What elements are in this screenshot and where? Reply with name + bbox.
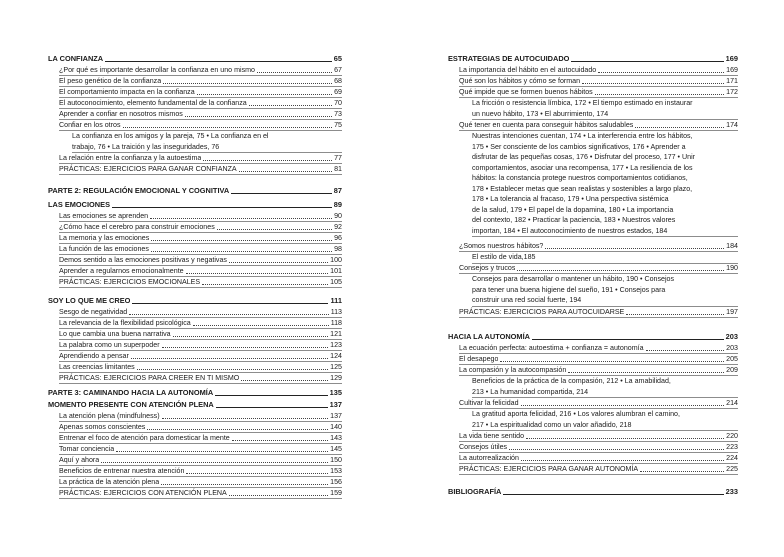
chapter-title: ESTRATEGIAS DE AUTOCUIDADO: [448, 54, 570, 63]
dot-leader: [186, 273, 329, 274]
toc-section-entry: [59, 362, 342, 373]
dot-leader: [101, 462, 328, 463]
section-title: La función de las emociones: [59, 245, 149, 253]
dot-leader: [112, 207, 332, 208]
subsection-line: para tener una buena higiene del sueño, 191 • Consejos para: [472, 285, 666, 294]
section-title: PRÁCTICAS: EJERCICIOS PARA AUTOCUIDARSE: [459, 308, 625, 316]
dot-leader: [517, 270, 724, 271]
dot-leader: [185, 116, 332, 117]
subsection-line: importan, 184 • El autoconocimiento de nuestros estados, 184: [472, 226, 738, 238]
toc-section-entry: [459, 241, 738, 252]
chapter-title: MOMENTO PRESENTE CON ATENCIÓN PLENA: [48, 400, 214, 409]
toc-section-entry: [59, 488, 342, 499]
dot-leader: [193, 325, 329, 326]
page-number: 96: [334, 234, 342, 242]
subsection-line: Nuestras intenciones cuentan, 174 • La interferencia entre los hábitos,: [472, 132, 693, 140]
subsection-line: de la salud, 179 • El papel de la dopamina, 180 • La importancia: [472, 205, 674, 214]
dot-leader: [162, 418, 329, 419]
toc-section-entry: [59, 266, 342, 277]
toc-section-entry: [59, 351, 342, 362]
section-title: Aquí y ahora: [59, 456, 100, 464]
section-title: La autorrealización: [459, 454, 519, 462]
toc-section-entry: [459, 354, 738, 365]
dot-leader: [202, 284, 328, 285]
toc-subsection-list: [472, 252, 738, 264]
page-number: 137: [329, 400, 342, 409]
dot-leader: [229, 495, 328, 496]
toc-chapter-entry: [48, 54, 342, 64]
dot-leader: [598, 72, 724, 73]
chapter-title: SOY LO QUE ME CREO: [48, 296, 131, 305]
section-title: ¿Por qué es importante desarrollar la confianza en uno mismo: [59, 66, 255, 74]
subsection-line: trabajo, 76 • La traición y las inseguridades, 76: [72, 142, 342, 154]
page-number: 90: [334, 212, 342, 220]
page-number: 125: [330, 363, 342, 371]
dot-leader: [568, 372, 724, 373]
section-title: La memoria y las emociones: [59, 234, 150, 242]
subsection-line: 178 • Establecer metas que sean realistas y sostenibles a largo plazo,: [472, 184, 693, 193]
page-number: 137: [330, 412, 342, 420]
section-title: El autoconocimiento, elemento fundamental de la confianza: [59, 99, 247, 107]
page-number: 214: [726, 399, 738, 407]
section-title: El desapego: [459, 355, 499, 363]
dot-leader: [197, 94, 332, 95]
toc-section-entry: [459, 398, 738, 409]
page-number: 68: [334, 77, 342, 85]
page-number: 69: [334, 88, 342, 96]
section-title: La importancia del hábito en el autocuidado: [459, 66, 597, 74]
dot-leader: [521, 405, 725, 406]
page-number: 135: [329, 388, 342, 397]
dot-leader: [137, 369, 328, 370]
toc-section-entry: [459, 453, 738, 464]
dot-leader: [521, 460, 724, 461]
page-number: 169: [726, 66, 738, 74]
dot-leader: [150, 218, 332, 219]
subsection-line: 178 • La tolerancia al fracaso, 179 • Una perspectiva sistémica: [472, 195, 669, 203]
page-number: 67: [334, 66, 342, 74]
page-number: 65: [333, 54, 342, 63]
section-title: La vida tiene sentido: [459, 432, 525, 440]
dot-leader: [131, 358, 328, 359]
toc-section-entry: [459, 76, 738, 87]
subsection-line: disfrutar de las pequeñas cosas, 176 • Disfrutar del proceso, 177 • Unir: [472, 153, 696, 161]
toc-section-entry: [59, 422, 342, 433]
subsection-line: comportamientos, asociar una recompensa, 177 • La resiliencia de los: [472, 163, 693, 172]
section-title: La atención plena (mindfulness): [59, 412, 160, 420]
section-title: Qué tener en cuenta para conseguir hábitos saludables: [459, 121, 634, 129]
section-title: La relación entre la confianza y la autoestima: [59, 154, 202, 162]
subsection-line: Beneficios de la práctica de la compasión, 212 • La amabilidad,: [472, 377, 671, 385]
dot-leader: [503, 494, 723, 495]
section-title: PRÁCTICAS: EJERCICIOS PARA CREER EN TI MISMO: [59, 374, 240, 382]
section-title: Beneficios de entrenar nuestra atención: [59, 467, 185, 475]
section-title: Aprender a regularnos emocionalmente: [59, 267, 184, 275]
chapter-title: LA CONFIANZA: [48, 54, 104, 63]
toc-section-entry: [459, 120, 738, 131]
page-number: 220: [726, 432, 738, 440]
dot-leader: [151, 240, 332, 241]
page-number: 184: [726, 242, 738, 250]
toc-chapter-entry: [48, 388, 342, 398]
page-number: 171: [726, 77, 738, 85]
subsection-line: hábitos: la constancia protege nuestros comportamientos cotidianos,: [472, 174, 688, 182]
subsection-line: La fricción o resistencia límbica, 172 • El tiempo estimado en instaurar: [472, 99, 693, 107]
section-title: Qué son los hábitos y cómo se forman: [459, 77, 581, 85]
subsection-line: construir una red social fuerte, 194: [472, 295, 738, 307]
page-number: 118: [330, 319, 342, 327]
section-title: PRÁCTICAS: EJERCICIOS PARA GANAR AUTONOMÍA: [459, 465, 639, 473]
toc-section-entry: [59, 318, 342, 329]
page-number: 111: [330, 296, 342, 305]
section-title: PRÁCTICAS: EJERCICIOS CON ATENCIÓN PLENA: [59, 489, 227, 497]
subsection-line: del contexto, 182 • Practicar la paciencia, 183 • Nuestros valores: [472, 216, 676, 224]
dot-leader: [217, 229, 332, 230]
toc-subsection-list: [472, 98, 738, 120]
page-number: 203: [725, 332, 738, 341]
toc-section-entry: [459, 87, 738, 98]
dot-leader: [215, 395, 327, 396]
right-page: [392, 0, 784, 557]
page-number: 209: [726, 366, 738, 374]
subsection-line: El estilo de vida,185: [472, 252, 738, 264]
section-title: Aprendiendo a pensar: [59, 352, 129, 360]
toc-section-entry: [59, 455, 342, 466]
page-number: 129: [330, 374, 342, 382]
section-title: Cultivar la felicidad: [459, 399, 519, 407]
page-number: 100: [330, 256, 342, 264]
dot-leader: [229, 262, 328, 263]
toc-section-entry: [59, 444, 342, 455]
dot-leader: [640, 471, 724, 472]
section-title: La relevancia de la flexibilidad psicológica: [59, 319, 191, 327]
toc-section-entry: [59, 329, 342, 340]
dot-leader: [132, 303, 328, 304]
page-number: 123: [330, 341, 342, 349]
subsection-line: Consejos para desarrollar o mantener un hábito, 190 • Consejos: [472, 275, 675, 283]
page-number: 73: [334, 110, 342, 118]
dot-leader: [626, 314, 724, 315]
page-number: 203: [726, 344, 738, 352]
page-number: 233: [725, 487, 738, 496]
dot-leader: [595, 94, 724, 95]
page-number: 174: [726, 121, 738, 129]
dot-leader: [173, 336, 329, 337]
subsection-line: 175 • Ser consciente de los cambios significativos, 176 • Aprender a: [472, 142, 686, 151]
page-number: 197: [726, 308, 738, 316]
page-number: 224: [726, 454, 738, 462]
section-title: La práctica de la atención plena: [59, 478, 160, 486]
page-number: 153: [330, 467, 342, 475]
section-title: PRÁCTICAS: EJERCICIOS PARA GANAR CONFIANZA: [59, 165, 237, 173]
dot-leader: [635, 127, 724, 128]
page-number: 75: [334, 121, 342, 129]
toc-section-entry: [459, 464, 738, 475]
page-number: 172: [726, 88, 738, 96]
section-title: Sesgo de negatividad: [59, 308, 128, 316]
toc-section-entry: [59, 87, 342, 98]
toc-section-entry: [59, 277, 342, 288]
toc-section-entry: [459, 263, 738, 274]
section-title: Qué impide que se formen buenos hábitos: [459, 88, 593, 96]
section-title: PRÁCTICAS: EJERCICIOS EMOCIONALES: [59, 278, 201, 286]
page-number: 105: [330, 278, 342, 286]
page-number: 92: [334, 223, 342, 231]
toc-section-entry: [59, 222, 342, 233]
chapter-title: LAS EMOCIONES: [48, 200, 111, 209]
toc-section-entry: [59, 433, 342, 444]
section-title: El peso genético de la confianza: [59, 77, 162, 85]
toc-subsection-list: [472, 376, 738, 398]
dot-leader: [582, 83, 724, 84]
section-title: Las emociones se aprenden: [59, 212, 149, 220]
section-title: ¿Somos nuestros hábitos?: [459, 242, 544, 250]
toc-subsection-list: [472, 131, 738, 237]
dot-leader: [216, 407, 328, 408]
page-number: 169: [725, 54, 738, 63]
toc-subsection-list: [72, 131, 342, 153]
toc-section-entry: [59, 340, 342, 351]
page-number: 89: [333, 200, 342, 209]
section-title: Las creencias limitantes: [59, 363, 135, 371]
dot-leader: [163, 83, 332, 84]
page-number: 205: [726, 355, 738, 363]
section-title: Demos sentido a las emociones positivas y negativas: [59, 256, 227, 264]
dot-leader: [129, 314, 328, 315]
page-number: 156: [330, 478, 342, 486]
chapter-title: PARTE 2: REGULACIÓN EMOCIONAL Y COGNITIVA: [48, 186, 230, 195]
page-number: 101: [330, 267, 342, 275]
dot-leader: [545, 248, 724, 249]
dot-leader: [162, 347, 329, 348]
page-number: 145: [330, 445, 342, 453]
toc-section-entry: [59, 76, 342, 87]
chapter-title: HACIA LA AUTONOMÍA: [448, 332, 530, 341]
chapter-title: PARTE 3: CAMINANDO HACIA LA AUTONOMÍA: [48, 388, 214, 397]
page-number: 70: [334, 99, 342, 107]
dot-leader: [500, 361, 724, 362]
toc-section-entry: [59, 164, 342, 175]
toc-section-entry: [59, 120, 342, 131]
dot-leader: [257, 72, 332, 73]
page-number: 140: [330, 423, 342, 431]
subsection-line: 213 • La humanidad compartida, 214: [472, 387, 738, 399]
toc-chapter-entry: [48, 186, 342, 196]
page-number: 121: [330, 330, 342, 338]
section-title: Confiar en los otros: [59, 121, 121, 129]
section-title: Aprender a confiar en nosotros mismos: [59, 110, 183, 118]
dot-leader: [526, 438, 724, 439]
toc-chapter-entry: [48, 400, 342, 410]
page-number: 223: [726, 443, 738, 451]
dot-leader: [105, 61, 332, 62]
toc-chapter-entry: [48, 200, 342, 210]
toc-section-entry: [59, 233, 342, 244]
page-number: 124: [330, 352, 342, 360]
page-number: 150: [330, 456, 342, 464]
dot-leader: [249, 105, 332, 106]
page-number: 113: [330, 308, 342, 316]
dot-leader: [151, 251, 332, 252]
toc-chapter-entry: [448, 487, 738, 497]
section-title: Apenas somos conscientes: [59, 423, 146, 431]
section-title: Tomar conciencia: [59, 445, 115, 453]
toc-subsection-list: [472, 274, 738, 307]
toc-section-entry: [59, 109, 342, 120]
page-number: 98: [334, 245, 342, 253]
toc-section-entry: [59, 98, 342, 109]
section-title: Consejos útiles: [459, 443, 508, 451]
section-title: La compasión y la autocompasión: [459, 366, 567, 374]
dot-leader: [241, 380, 328, 381]
page-number: 143: [330, 434, 342, 442]
toc-section-entry: [59, 211, 342, 222]
page-number: 81: [334, 165, 342, 173]
subsection-line: 217 • La espiritualidad como un valor añadido, 218: [472, 420, 738, 432]
toc-section-entry: [59, 307, 342, 318]
section-title: La palabra como un superpoder: [59, 341, 160, 349]
subsection-line: La gratitud aporta felicidad, 216 • Los valores alumbran el camino,: [472, 410, 680, 418]
toc-section-entry: [59, 244, 342, 255]
toc-section-entry: [459, 442, 738, 453]
toc-section-entry: [459, 365, 738, 376]
toc-section-entry: [459, 307, 738, 318]
toc-section-entry: [59, 255, 342, 266]
page-number: 190: [726, 264, 738, 272]
section-title: La ecuación perfecta: autoestima + confianza = autonomía: [459, 344, 644, 352]
dot-leader: [239, 171, 332, 172]
section-title: Entrenar el foco de atención para domesticar la mente: [59, 434, 230, 442]
page-number: 159: [330, 489, 342, 497]
toc-section-entry: [59, 477, 342, 488]
dot-leader: [532, 339, 724, 340]
toc-chapter-entry: [48, 296, 342, 306]
dot-leader: [123, 127, 333, 128]
page-number: 87: [333, 186, 342, 195]
toc-section-entry: [459, 343, 738, 354]
section-title: Consejos y trucos: [459, 264, 516, 272]
dot-leader: [509, 449, 724, 450]
toc-section-entry: [459, 65, 738, 76]
toc-section-entry: [59, 65, 342, 76]
page-number: 225: [726, 465, 738, 473]
dot-leader: [186, 473, 328, 474]
dot-leader: [147, 429, 328, 430]
dot-leader: [161, 484, 328, 485]
page-number: 77: [334, 154, 342, 162]
dot-leader: [571, 61, 723, 62]
subsection-line: un nuevo hábito, 173 • El aburrimiento, 174: [472, 109, 738, 121]
toc-chapter-entry: [448, 54, 738, 64]
section-title: ¿Cómo hace el cerebro para construir emociones: [59, 223, 215, 231]
toc-subsection-list: [472, 409, 738, 431]
dot-leader: [232, 440, 328, 441]
toc-section-entry: [459, 431, 738, 442]
subsection-line: La confianza en los amigos y la pareja, 75 • La confianza en el: [72, 132, 269, 140]
toc-section-entry: [59, 411, 342, 422]
dot-leader: [646, 350, 725, 351]
dot-leader: [231, 193, 332, 194]
toc-section-entry: [59, 153, 342, 164]
toc-chapter-entry: [448, 332, 738, 342]
section-title: Lo que cambia una buena narrativa: [59, 330, 171, 338]
toc-section-entry: [59, 466, 342, 477]
dot-leader: [116, 451, 328, 452]
chapter-title: BIBLIOGRAFÍA: [448, 487, 502, 496]
toc-section-entry: [59, 373, 342, 384]
dot-leader: [203, 160, 332, 161]
section-title: El comportamiento impacta en la confianza: [59, 88, 195, 96]
